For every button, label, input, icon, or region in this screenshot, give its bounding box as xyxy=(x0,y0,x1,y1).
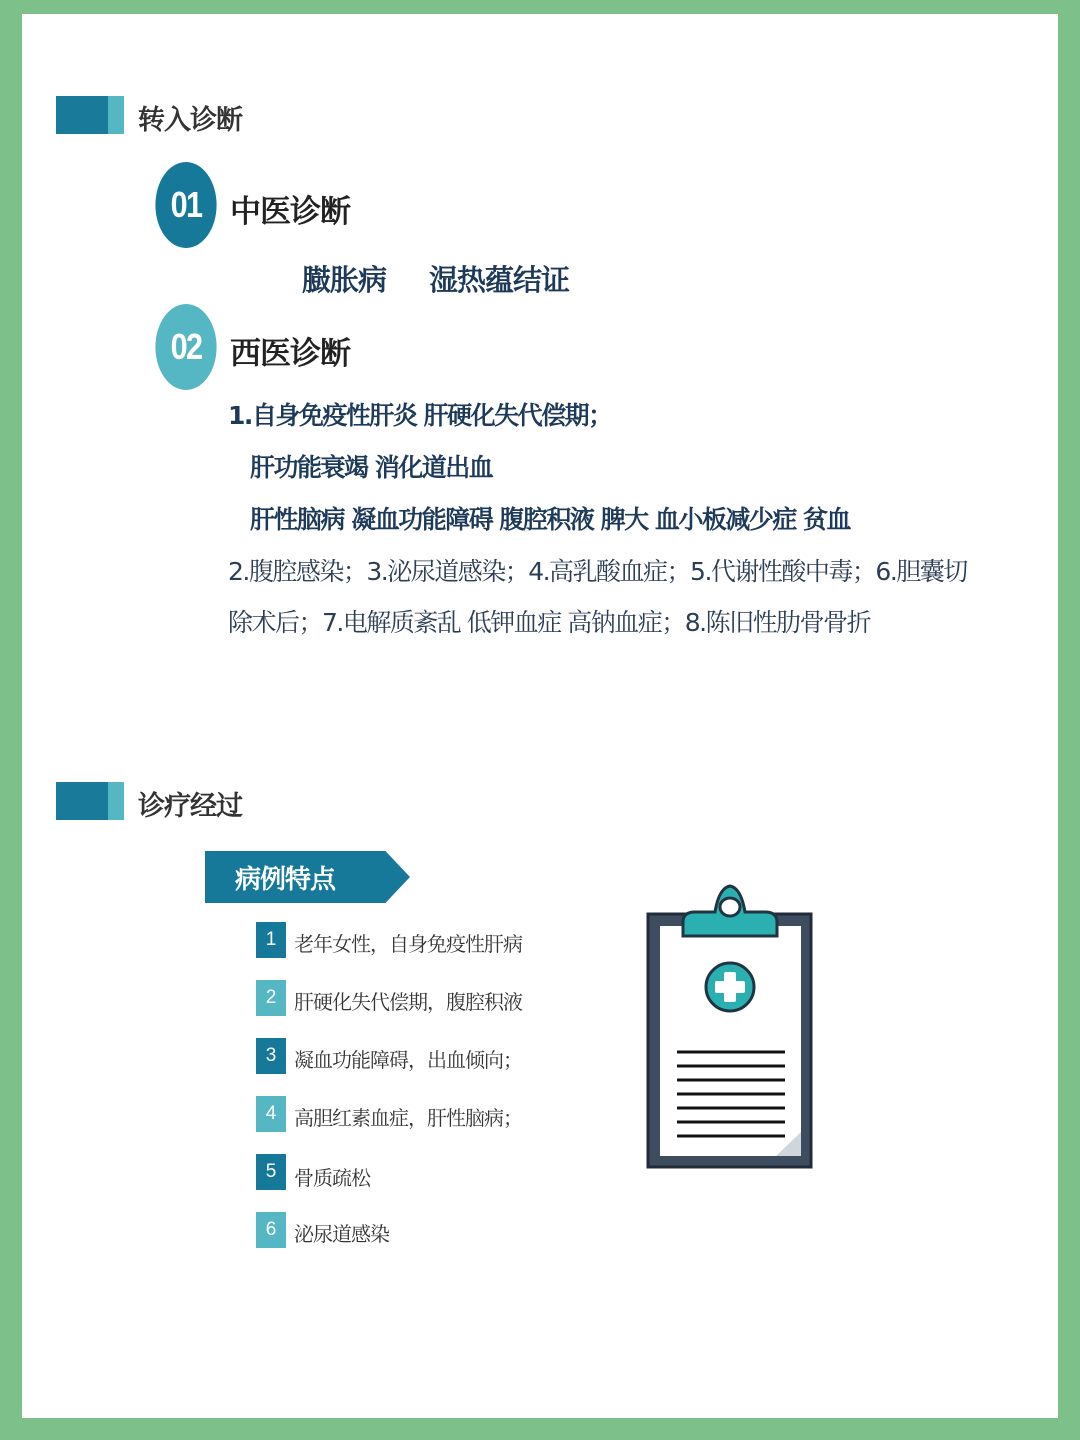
western-line-1: 1.自身免疫性肝炎 肝硬化失代偿期； xyxy=(228,401,612,430)
medical-cross-icon xyxy=(706,963,754,1011)
feature-text-1: 老年女性，自身免疫性肝病 xyxy=(294,932,522,956)
header-bar-light xyxy=(108,782,124,820)
tcm-title: 中医诊断 xyxy=(230,194,350,230)
tcm-item-1: 臌胀病 xyxy=(302,263,387,297)
feature-number-2: 2 xyxy=(256,980,286,1016)
medical-clipboard-icon xyxy=(645,874,815,1174)
header-bar-light xyxy=(108,96,124,134)
western-line-4: 2.腹腔感染；3.泌尿道感染；4.高乳酸血症；5.代谢性酸中毒；6.胆囊切 xyxy=(228,557,967,586)
header-bar-dark xyxy=(56,96,108,134)
feature-text-3: 凝血功能障碍，出血倾向； xyxy=(294,1048,522,1072)
tcm-number-badge: 01 xyxy=(155,162,216,248)
feature-number-4: 4 xyxy=(256,1096,286,1132)
section-title: 转入诊断 xyxy=(138,105,242,136)
western-number-badge: 02 xyxy=(155,304,216,390)
page-card xyxy=(22,14,1058,1418)
feature-number-5: 5 xyxy=(256,1154,286,1190)
western-title: 西医诊断 xyxy=(230,336,350,372)
feature-number-6: 6 xyxy=(256,1212,286,1248)
case-features-label: 病例特点 xyxy=(235,865,336,895)
tcm-item-2: 湿热蕴结证 xyxy=(429,263,570,297)
feature-text-4: 高胆红素血症，肝性脑病； xyxy=(294,1106,522,1130)
section-title: 诊疗经过 xyxy=(138,791,242,822)
feature-text-2: 肝硬化失代偿期，腹腔积液 xyxy=(294,990,522,1014)
feature-text-5: 骨质疏松 xyxy=(294,1166,370,1190)
header-bar-dark xyxy=(56,782,108,820)
feature-text-6: 泌尿道感染 xyxy=(294,1222,389,1246)
western-line-3: 肝性脑病 凝血功能障碍 腹腔积液 脾大 血小板减少症 贫血 xyxy=(250,505,851,534)
feature-number-3: 3 xyxy=(256,1038,286,1074)
western-line-2: 肝功能衰竭 消化道出血 xyxy=(250,453,493,482)
western-line-5: 除术后；7.电解质紊乱 低钾血症 高钠血症；8.陈旧性肋骨骨折 xyxy=(228,608,871,637)
feature-number-1: 1 xyxy=(256,922,286,958)
